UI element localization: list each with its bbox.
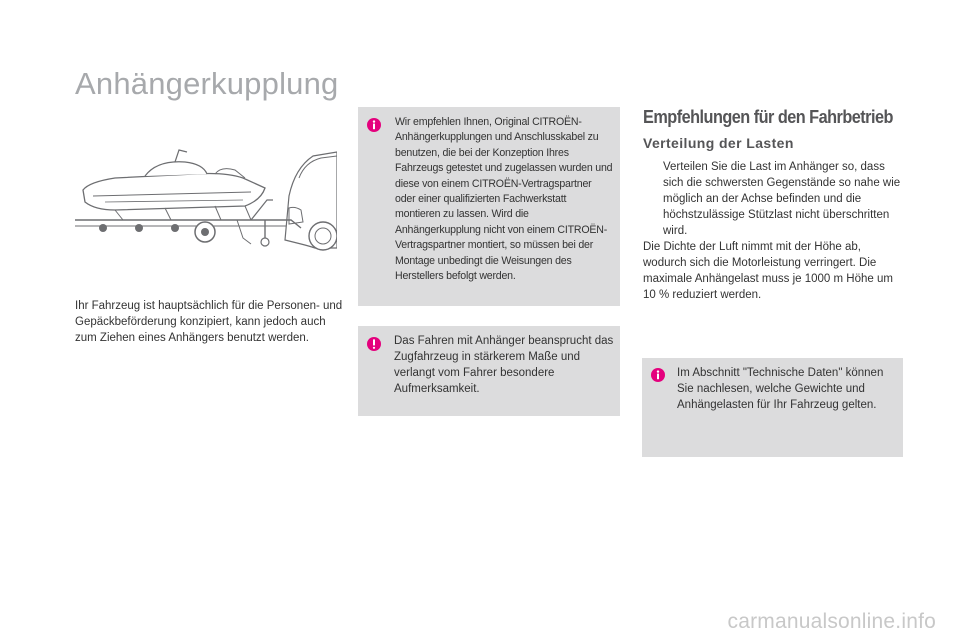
altitude-paragraph: Die Dichte der Luft nimmt mit der Höhe ab, wodurch sich die Motorleistung verringert. Die maximale Anhängelast muss je 1000 m Höhe um 10 % reduziert werden.	[643, 241, 893, 301]
info-icon	[651, 368, 665, 382]
watermark: carmanualsonline.info	[727, 610, 936, 633]
bullet-text: Verteilen Sie die Last im Anhänger so, dass sich die schwersten Gegenstände so nahe wie möglich an der Achse befinden und die höchstzulässige Stützlast nicht überschritten wird.	[663, 161, 901, 237]
warning-box-driving	[358, 326, 620, 416]
bullet-item	[643, 159, 903, 239]
info-box-original-parts-text: Wir empfehlen Ihnen, Original CITROËN-Anhängerkupplungen und Anschlusskabel zu benutzen, die bei der Konzeption Ihres Fahrzeugs getestet und zugelassen wurden und diese von einem CITROËN-Vertragspartner oder einer qualifizierten Fachwerkstatt montieren zu lassen. Wird die Anhängerkupplung nicht von einem CITROËN-Vertragspartner montiert, so müssen bei der Montage unbedingt die Weisungen des Herstellers befolgt werden.	[395, 116, 613, 283]
section-title: Empfehlungen für den Fahrbetrieb	[643, 106, 893, 127]
info-box-technical-data-text: Im Abschnitt "Technische Daten" können Sie nachlesen, welche Gewichte und Anhängelasten für Ihr Fahrzeug gelten.	[677, 367, 884, 411]
info-icon	[367, 118, 381, 132]
page-title: Anhängerkupplung	[75, 66, 339, 101]
warning-box-driving-text: Das Fahren mit Anhänger beansprucht das Zugfahrzeug in stärkerem Maße und verlangt vom Fahrer besondere Aufmerksamkeit.	[394, 335, 614, 395]
info-box-original-parts	[358, 107, 620, 306]
subsection-title: Verteilung der Lasten	[643, 135, 794, 151]
info-box-technical-data	[642, 358, 903, 457]
intro-paragraph: Ihr Fahrzeug ist hauptsächlich für die Personen- und Gepäckbeförderung konzipiert, kann jedoch auch zum Ziehen eines Anhängers benutzt werden.	[75, 300, 343, 344]
jetski-trailer-illustration	[75, 148, 337, 266]
warning-icon	[367, 337, 381, 351]
